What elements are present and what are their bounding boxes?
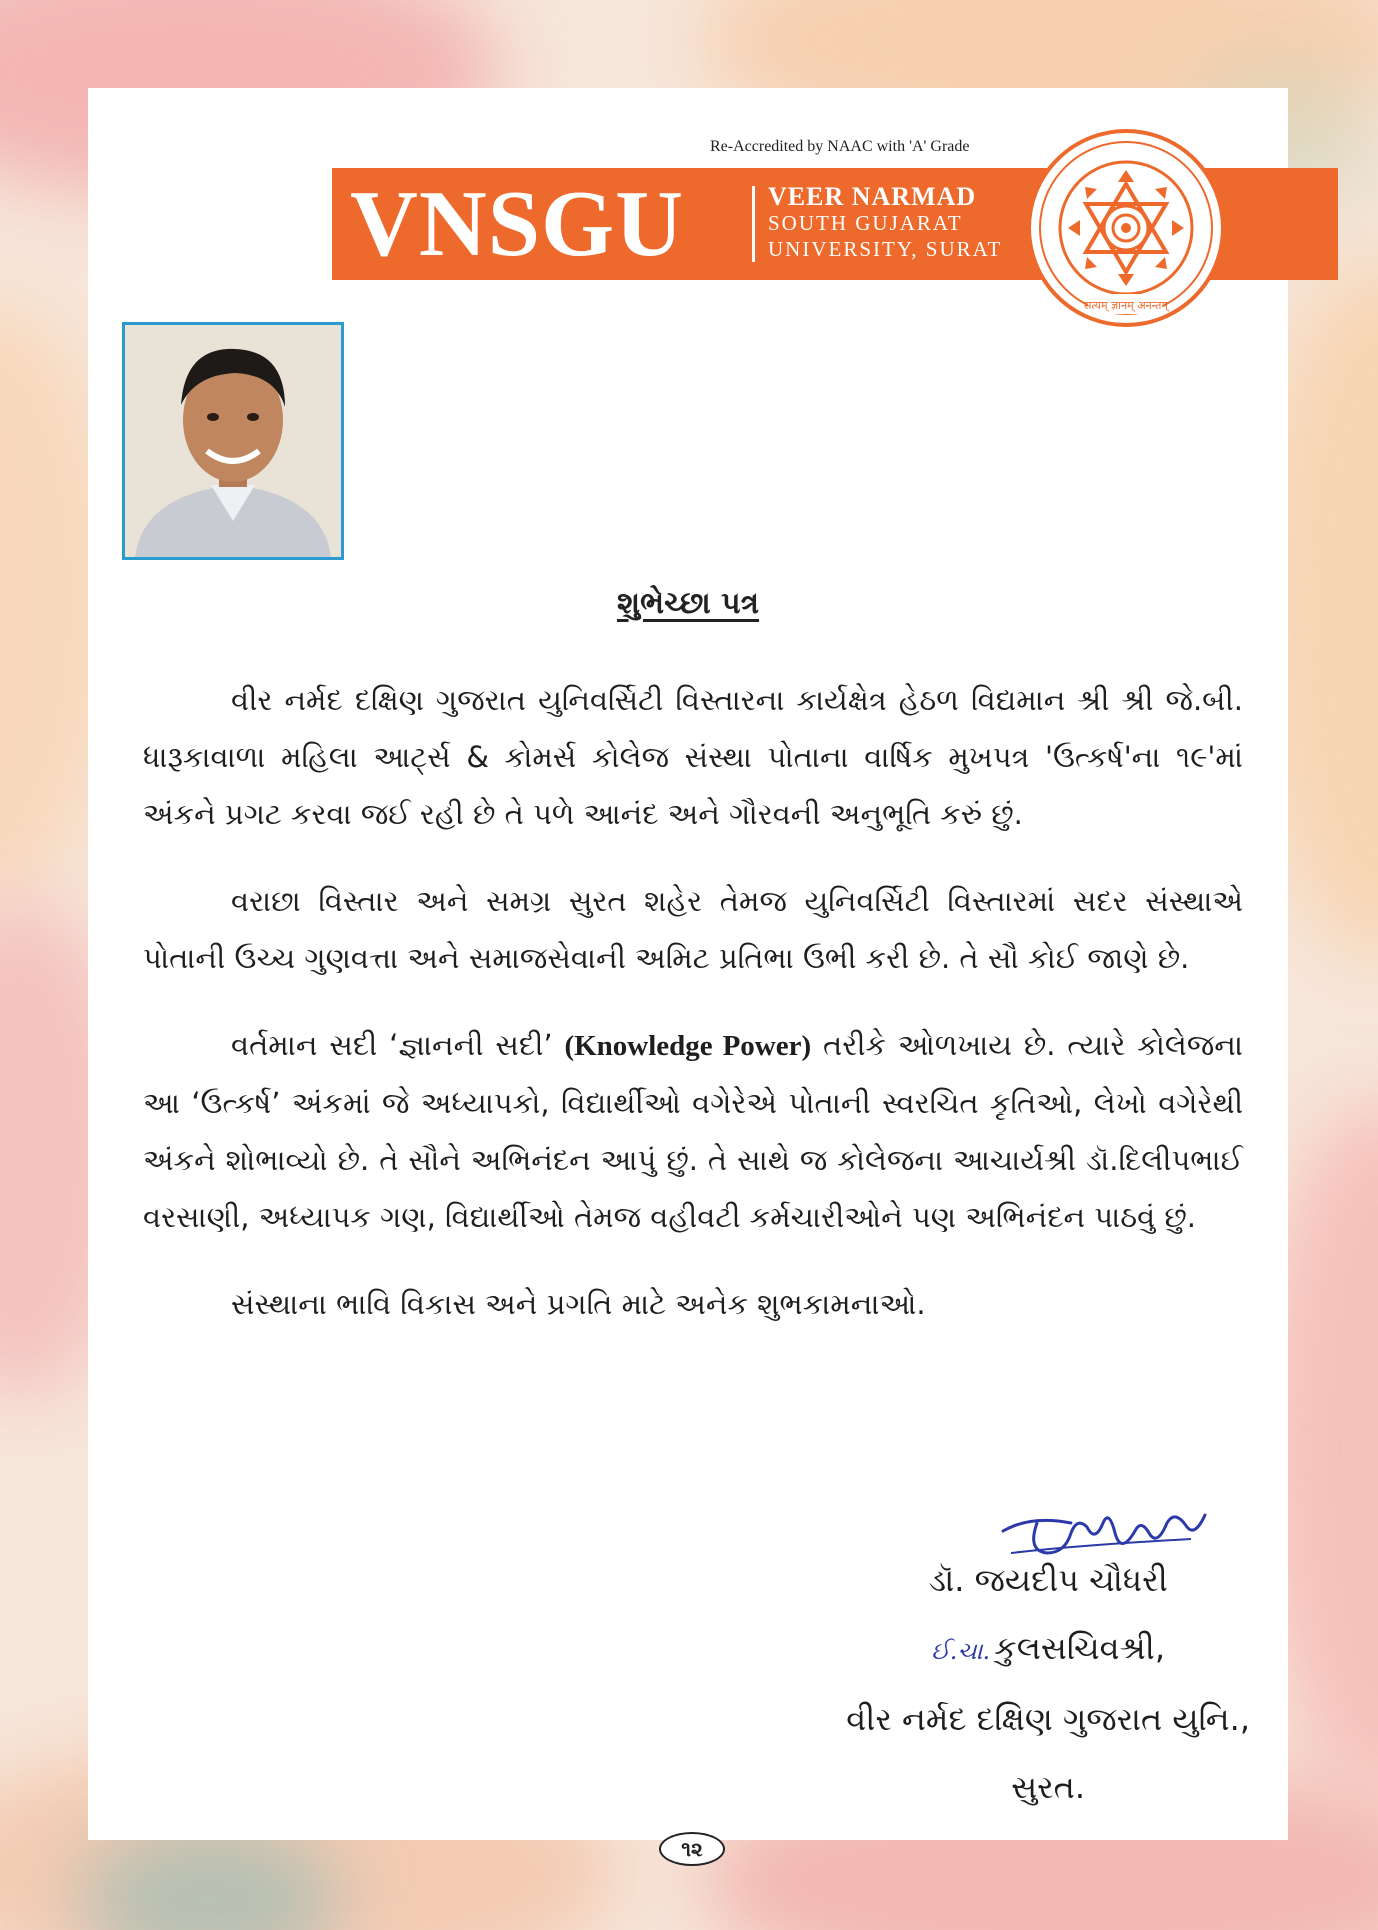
- university-full-name: [768, 184, 1002, 262]
- signatory-university: વીર નર્મદ દક્ષિણ ગુજરાત યુનિ.,: [846, 1700, 1250, 1738]
- signatory-name: ડૉ. જયદીપ ચૌધરી: [928, 1561, 1168, 1599]
- letter-title: શુભેચ્છા પત્ર: [616, 586, 760, 621]
- accreditation-text: Re-Accredited by NAAC with 'A' Grade: [710, 138, 970, 155]
- university-name-line3: UNIVERSITY, SURAT: [768, 237, 1003, 261]
- paragraph-1: વીર નર્મદ દક્ષિણ ગુજરાત યુનિવર્સિટી વિસ્તારના કાર્યક્ષેત્ર હેઠળ વિદ્યમાન શ્રી શ્રી જે.બી. ધારૂકાવાળા મહિલા આર્ટ્સ & કોમર્સ કોલેજ સંસ્થા પોતાના વાર્ષિક મુખપત્ર 'ઉત્કર્ષ'ના ૧૯'માં અંકને પ્રગટ કરવા જઈ રહી છે તે પળે આનંદ અને ગૌરવની અનુભૂતિ કરું છું.: [143, 683, 1243, 831]
- paragraph-3: વર્તમાન સદી ‘જ્ઞાનની સદી’ (Knowledge Power) તરીકે ઓળખાય છે. ત્યારે કોલેજના આ ‘ઉત્કર્ષ’ અંકમાં જે અધ્યાપકો, વિદ્યાર્થીઓ વગેરેએ પોતાની સ્વરચિત કૃતિઓ, લેખો વગેરેથી અંકને શોભાવ્યો છે. તે સૌને અભિનંદન આપું છું. તે સાથે જ કોલેજના આચાર્યશ્રી ડૉ.દિલીપભાઈ વરસાણી, અધ્યાપક ગણ, વિદ્યાર્થીઓ તેમજ વહીવટી કર્મચારીઓને પણ અભિનંદન પાઠવું છું.: [143, 1028, 1243, 1234]
- university-name-line2: SOUTH GUJARAT: [768, 211, 963, 235]
- letter-body: [143, 672, 1243, 1363]
- paragraph-4: સંસ્થાના ભાવિ વિકાસ અને પ્રગતિ માટે અનેક શુભકામનાઓ.: [231, 1287, 926, 1321]
- signatory-designation: ઈ.ચા. કુલસચિવશ્રી,: [931, 1629, 1165, 1667]
- banner-divider: [752, 186, 755, 262]
- letter-page: [88, 88, 1288, 1861]
- university-name-line1: VEER NARMAD: [768, 182, 977, 211]
- knowledge-power-text: (Knowledge Power): [564, 1030, 812, 1062]
- university-emblem-icon: [1026, 128, 1226, 328]
- designation-prefix: ઈ.ચા.: [931, 1637, 991, 1665]
- signatory-block: [846, 1546, 1250, 1821]
- paragraph-2: વરાછા વિસ્તાર અને સમગ્ર સુરત શહેર તેમજ યુનિવર્સિટી વિસ્તારમાં સદર સંસ્થાએ પોતાની ઉચ્ચ ગુણવત્તા અને સમાજસેવાની અમિટ પ્રતિભા ઉભી કરી છે. તે સૌ કોઈ જાણે છે.: [143, 884, 1243, 975]
- signatory-photo: [122, 322, 344, 560]
- page-number: ૧૨: [659, 1832, 725, 1866]
- person-portrait-icon: [125, 325, 341, 557]
- university-acronym: VNSGU: [350, 172, 685, 276]
- signatory-city: સુરત.: [1011, 1768, 1086, 1806]
- emblem-motto: सत्यम् ज्ञानम् अनन्तम्: [1084, 299, 1168, 312]
